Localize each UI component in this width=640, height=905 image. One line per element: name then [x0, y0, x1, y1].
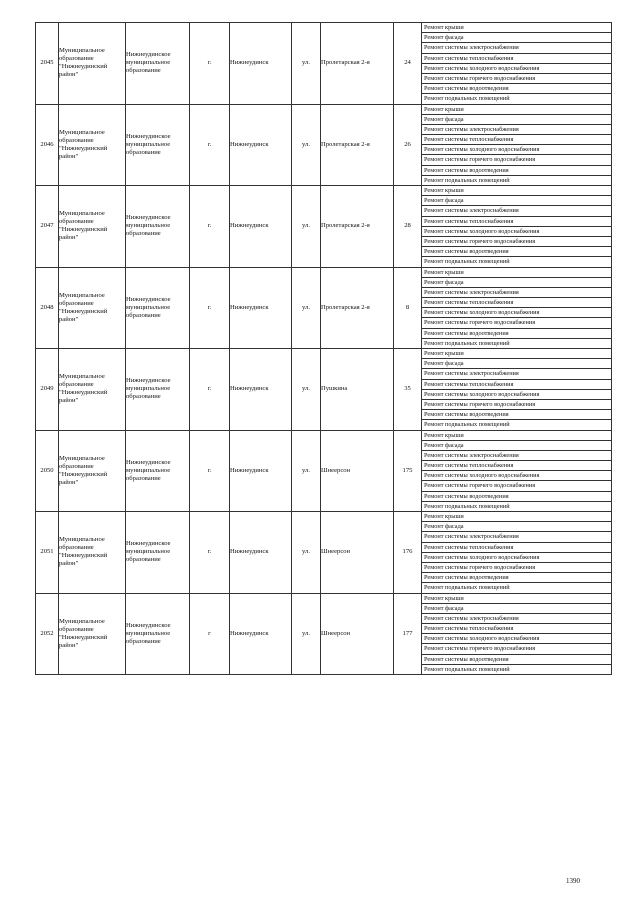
settlement-type: г — [190, 593, 230, 675]
table-row — [36, 430, 612, 512]
house-number: 24 — [394, 23, 422, 105]
municipal-district: Муниципальное образование "Нижнеудинский район" — [59, 593, 126, 675]
settlement-type: г. — [190, 430, 230, 512]
work-item: Ремонт фасада — [422, 441, 611, 451]
work-item: Ремонт системы холодного водоснабжения — [422, 390, 611, 400]
works-list — [422, 594, 611, 675]
work-item: Ремонт системы горячего водоснабжения — [422, 481, 611, 491]
row-number: 2047 — [36, 186, 59, 268]
work-item: Ремонт системы теплоснабжения — [422, 217, 611, 227]
city-name: Нижнеудинск — [230, 512, 292, 594]
works-list — [422, 105, 611, 186]
work-item: Ремонт системы электроснабжения — [422, 532, 611, 542]
row-number: 2052 — [36, 593, 59, 675]
work-item: Ремонт системы горячего водоснабжения — [422, 74, 611, 84]
city-name: Нижнеудинск — [230, 349, 292, 431]
work-item: Ремонт системы холодного водоснабжения — [422, 308, 611, 318]
municipal-district: Муниципальное образование "Нижнеудинский район" — [59, 186, 126, 268]
work-item: Ремонт системы водоотведения — [422, 655, 611, 665]
street-type: ул. — [292, 267, 321, 349]
works-cell — [422, 23, 612, 105]
municipal-district: Муниципальное образование "Нижнеудинский район" — [59, 349, 126, 431]
works-cell — [422, 593, 612, 675]
works-list — [422, 23, 611, 104]
work-item: Ремонт системы теплоснабжения — [422, 461, 611, 471]
work-item: Ремонт фасада — [422, 522, 611, 532]
settlement-type: г. — [190, 186, 230, 268]
works-list — [422, 431, 611, 512]
work-item: Ремонт системы электроснабжения — [422, 614, 611, 624]
work-item: Ремонт системы горячего водоснабжения — [422, 318, 611, 328]
work-item: Ремонт системы теплоснабжения — [422, 54, 611, 64]
street-type: ул. — [292, 104, 321, 186]
table-row — [36, 23, 612, 105]
city-name: Нижнеудинск — [230, 430, 292, 512]
work-item: Ремонт подвальных помещений — [424, 258, 510, 266]
table-row — [36, 104, 612, 186]
works-cell — [422, 267, 612, 349]
work-item: Ремонт крыши — [422, 349, 611, 359]
city-name: Нижнеудинск — [230, 593, 292, 675]
work-item: Ремонт системы горячего водоснабжения — [422, 563, 611, 573]
works-list — [422, 186, 611, 267]
work-item: Ремонт крыши — [422, 186, 611, 196]
street-name: Шнеерсон — [321, 430, 394, 512]
work-item: Ремонт фасада — [422, 604, 611, 614]
work-item: Ремонт подвальных помещений — [424, 95, 510, 103]
works-list — [422, 268, 611, 349]
work-item: Ремонт системы электроснабжения — [422, 451, 611, 461]
work-item: Ремонт подвальных помещений — [424, 421, 510, 429]
municipal-district: Муниципальное образование "Нижнеудинский район" — [59, 104, 126, 186]
work-item: Ремонт системы электроснабжения — [422, 369, 611, 379]
house-number: 28 — [394, 186, 422, 268]
work-item: Ремонт системы горячего водоснабжения — [422, 155, 611, 165]
work-item: Ремонт системы холодного водоснабжения — [422, 553, 611, 563]
page-number: 1390 — [566, 877, 580, 885]
street-type: ул. — [292, 593, 321, 675]
work-item: Ремонт крыши — [422, 105, 611, 115]
work-item: Ремонт крыши — [422, 594, 611, 604]
work-item: Ремонт фасада — [422, 196, 611, 206]
work-item: Ремонт системы холодного водоснабжения — [422, 227, 611, 237]
work-item: Ремонт системы холодного водоснабжения — [422, 634, 611, 644]
work-item: Ремонт системы теплоснабжения — [422, 543, 611, 553]
works-list — [422, 349, 611, 430]
work-item: Ремонт системы холодного водоснабжения — [422, 64, 611, 74]
works-cell — [422, 349, 612, 431]
work-item: Ремонт крыши — [422, 512, 611, 522]
street-type: ул. — [292, 349, 321, 431]
work-item: Ремонт системы водоотведения — [422, 573, 611, 583]
work-item: Ремонт системы электроснабжения — [422, 206, 611, 216]
house-number: 35 — [394, 349, 422, 431]
municipality-name: Нижнеудинское муниципальное образование — [126, 104, 190, 186]
work-item: Ремонт системы электроснабжения — [422, 288, 611, 298]
city-name: Нижнеудинск — [230, 104, 292, 186]
work-item: Ремонт подвальных помещений — [424, 339, 510, 347]
house-number: 8 — [394, 267, 422, 349]
municipal-district: Муниципальное образование "Нижнеудинский район" — [59, 23, 126, 105]
work-item: Ремонт системы холодного водоснабжения — [422, 471, 611, 481]
work-item: Ремонт системы теплоснабжения — [422, 380, 611, 390]
settlement-type: г. — [190, 349, 230, 431]
work-item: Ремонт подвальных помещений — [424, 176, 510, 184]
house-number: 177 — [394, 593, 422, 675]
work-item: Ремонт подвальных помещений — [424, 665, 510, 673]
row-number: 2049 — [36, 349, 59, 431]
house-number: 26 — [394, 104, 422, 186]
table-row — [36, 349, 612, 431]
street-type: ул. — [292, 23, 321, 105]
street-type: ул. — [292, 186, 321, 268]
row-number: 2046 — [36, 104, 59, 186]
work-item: Ремонт системы водоотведения — [422, 166, 611, 176]
row-number: 2050 — [36, 430, 59, 512]
street-type: ул. — [292, 430, 321, 512]
settlement-type: г. — [190, 104, 230, 186]
municipality-name: Нижнеудинское муниципальное образование — [126, 186, 190, 268]
settlement-type: г. — [190, 267, 230, 349]
work-item: Ремонт фасада — [422, 359, 611, 369]
works-cell — [422, 104, 612, 186]
settlement-type: г. — [190, 23, 230, 105]
street-name: Пролетарская 2-я — [321, 186, 394, 268]
work-item: Ремонт крыши — [422, 431, 611, 441]
works-cell — [422, 430, 612, 512]
street-name: Пролетарская 2-я — [321, 23, 394, 105]
municipality-name: Нижнеудинское муниципальное образование — [126, 512, 190, 594]
work-item: Ремонт фасада — [422, 278, 611, 288]
work-item: Ремонт фасада — [422, 115, 611, 125]
street-name: Пролетарская 2-я — [321, 104, 394, 186]
municipality-name: Нижнеудинское муниципальное образование — [126, 23, 190, 105]
street-name: Шнеерсон — [321, 593, 394, 675]
work-item: Ремонт системы электроснабжения — [422, 43, 611, 53]
municipality-name: Нижнеудинское муниципальное образование — [126, 349, 190, 431]
works-cell — [422, 512, 612, 594]
work-item: Ремонт системы холодного водоснабжения — [422, 145, 611, 155]
work-item: Ремонт системы электроснабжения — [422, 125, 611, 135]
work-item: Ремонт системы теплоснабжения — [422, 624, 611, 634]
row-number: 2051 — [36, 512, 59, 594]
table-row — [36, 186, 612, 268]
house-number: 176 — [394, 512, 422, 594]
municipality-name: Нижнеудинское муниципальное образование — [126, 430, 190, 512]
work-item: Ремонт крыши — [422, 23, 611, 33]
table-row — [36, 593, 612, 675]
work-item: Ремонт системы горячего водоснабжения — [422, 400, 611, 410]
works-list — [422, 512, 611, 593]
work-item: Ремонт фасада — [422, 33, 611, 43]
city-name: Нижнеудинск — [230, 267, 292, 349]
table-row — [36, 512, 612, 594]
work-item: Ремонт системы теплоснабжения — [422, 135, 611, 145]
work-item: Ремонт подвальных помещений — [424, 584, 510, 592]
municipality-name: Нижнеудинское муниципальное образование — [126, 593, 190, 675]
work-item: Ремонт системы теплоснабжения — [422, 298, 611, 308]
work-item: Ремонт системы горячего водоснабжения — [422, 644, 611, 654]
street-type: ул. — [292, 512, 321, 594]
work-item: Ремонт системы водоотведения — [422, 410, 611, 420]
municipality-name: Нижнеудинское муниципальное образование — [126, 267, 190, 349]
table-row — [36, 267, 612, 349]
municipal-district: Муниципальное образование "Нижнеудинский район" — [59, 430, 126, 512]
house-number: 175 — [394, 430, 422, 512]
row-number: 2045 — [36, 23, 59, 105]
city-name: Нижнеудинск — [230, 186, 292, 268]
work-item: Ремонт подвальных помещений — [424, 502, 510, 510]
city-name: Нижнеудинск — [230, 23, 292, 105]
settlement-type: г. — [190, 512, 230, 594]
street-name: Пушкина — [321, 349, 394, 431]
municipal-district: Муниципальное образование "Нижнеудинский район" — [59, 512, 126, 594]
street-name: Шнеерсон — [321, 512, 394, 594]
repair-register-table — [35, 22, 612, 675]
work-item: Ремонт системы водоотведения — [422, 247, 611, 257]
work-item: Ремонт системы горячего водоснабжения — [422, 237, 611, 247]
work-item: Ремонт системы водоотведения — [422, 329, 611, 339]
work-item: Ремонт крыши — [422, 268, 611, 278]
municipal-district: Муниципальное образование "Нижнеудинский район" — [59, 267, 126, 349]
street-name: Пролетарская 2-я — [321, 267, 394, 349]
table-body — [36, 23, 612, 675]
row-number: 2048 — [36, 267, 59, 349]
works-cell — [422, 186, 612, 268]
work-item: Ремонт системы водоотведения — [422, 492, 611, 502]
work-item: Ремонт системы водоотведения — [422, 84, 611, 94]
